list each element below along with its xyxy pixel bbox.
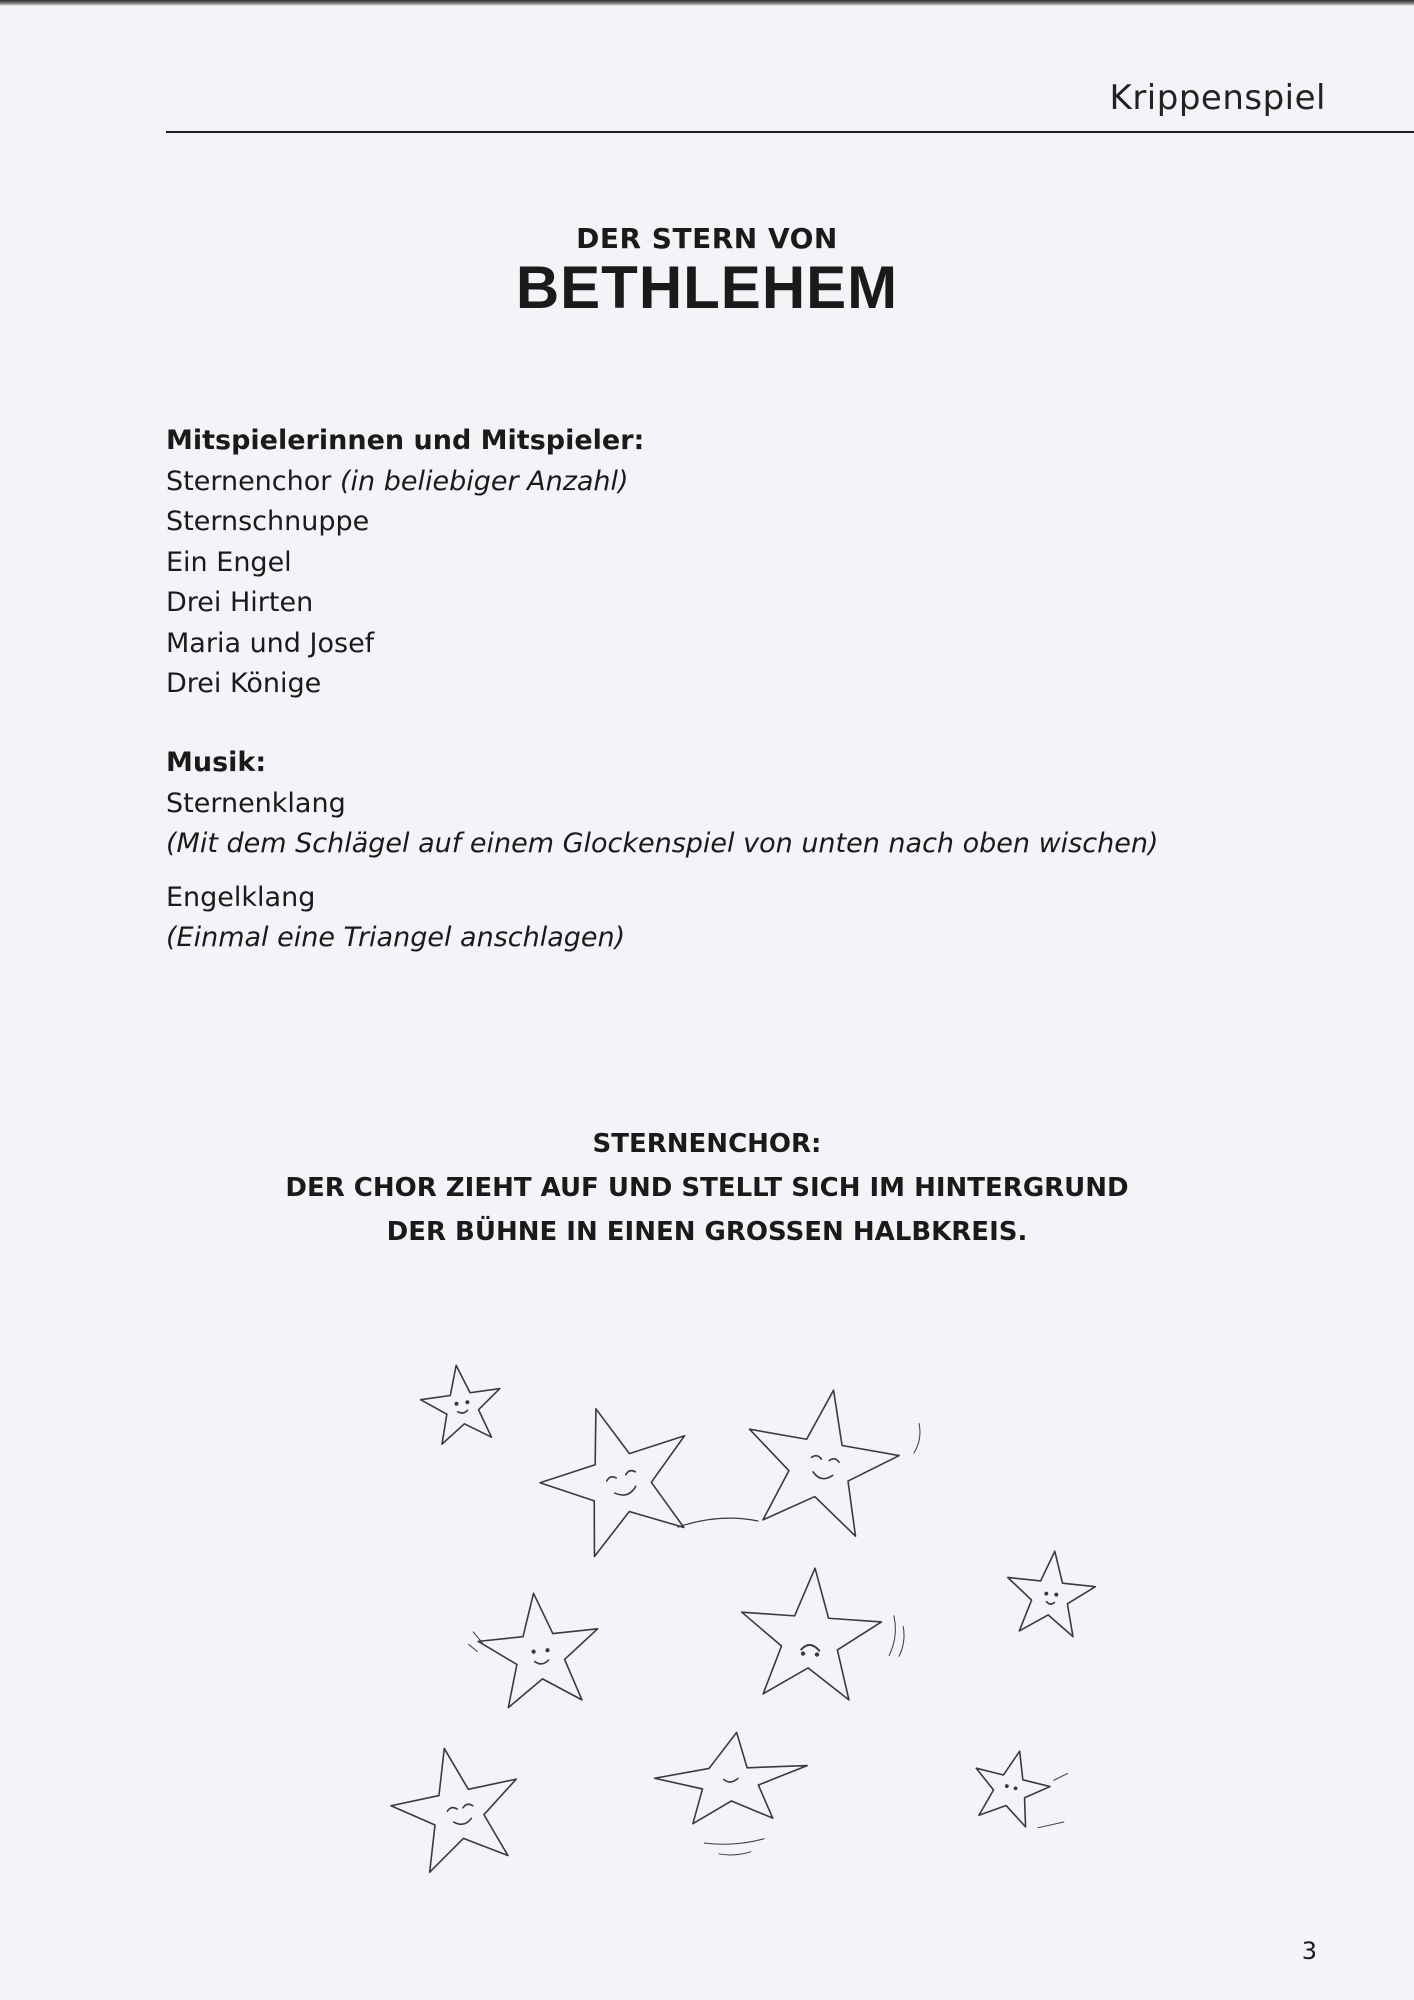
page-number: 3 bbox=[1301, 1937, 1317, 1965]
music-item-name: Sternenklang bbox=[166, 787, 346, 819]
cast-item bbox=[166, 664, 1266, 705]
title-line-2: BETHLEHEM bbox=[515, 254, 899, 321]
cast-item-note: (in beliebiger Anzahl) bbox=[339, 465, 629, 497]
star-drawing bbox=[678, 1518, 758, 1527]
scan-top-edge bbox=[0, 0, 1414, 6]
music-heading: Musik: bbox=[166, 747, 267, 778]
music-item-name: Engelklang bbox=[166, 881, 316, 913]
stage-direction-line: STERNENCHOR: bbox=[592, 1129, 822, 1159]
star-drawing bbox=[965, 1742, 1078, 1836]
music-item-note: (Mit dem Schlägel auf einem Glockenspiel von unten nach oben wischen) bbox=[166, 828, 1159, 859]
star-drawing bbox=[524, 1385, 712, 1565]
music-item bbox=[166, 878, 1266, 959]
play-title bbox=[0, 222, 1414, 322]
cast-item-name: Maria und Josef bbox=[166, 627, 375, 659]
star-drawing bbox=[382, 1735, 532, 1877]
cast-item-name: Drei Hirten bbox=[166, 587, 314, 618]
stage-direction-line: DER CHOR ZIEHT AUF UND STELLT SICH IM HINTERGRUND bbox=[285, 1173, 1129, 1203]
cast-list bbox=[166, 462, 1266, 705]
music-item-note: (Einmal eine Triangel anschlagen) bbox=[166, 922, 626, 953]
stage-direction bbox=[0, 1122, 1414, 1254]
star-drawing bbox=[417, 1360, 507, 1446]
cast-item-name: Sternschnuppe bbox=[166, 506, 370, 537]
cast-item bbox=[166, 543, 1266, 584]
cast-item-name: Sternenchor bbox=[166, 465, 332, 497]
music-item bbox=[166, 784, 1266, 865]
cast-item bbox=[166, 583, 1266, 624]
star-drawing bbox=[1002, 1547, 1098, 1639]
cast-item-name: Drei Könige bbox=[166, 668, 322, 699]
star-drawing bbox=[464, 1587, 605, 1711]
header-rule bbox=[166, 131, 1414, 133]
star-drawing bbox=[652, 1728, 813, 1860]
cast-item bbox=[166, 624, 1266, 665]
cast-heading: Mitspielerinnen und Mitspieler: bbox=[166, 425, 645, 456]
music-section bbox=[166, 743, 1266, 972]
dancing-stars-illustration bbox=[360, 1335, 1120, 1895]
star-drawing bbox=[736, 1563, 908, 1703]
cast-section bbox=[166, 421, 1266, 705]
cast-item-name: Ein Engel bbox=[166, 546, 292, 578]
title-line-1: DER STERN VON bbox=[576, 222, 838, 255]
running-header-title: Krippenspiel bbox=[1109, 78, 1326, 118]
star-drawing bbox=[734, 1377, 925, 1544]
cast-item bbox=[166, 462, 1266, 503]
cast-item bbox=[166, 502, 1266, 543]
stage-direction-line: DER BÜHNE IN EINEN GROSSEN HALBKREIS. bbox=[386, 1217, 1028, 1247]
